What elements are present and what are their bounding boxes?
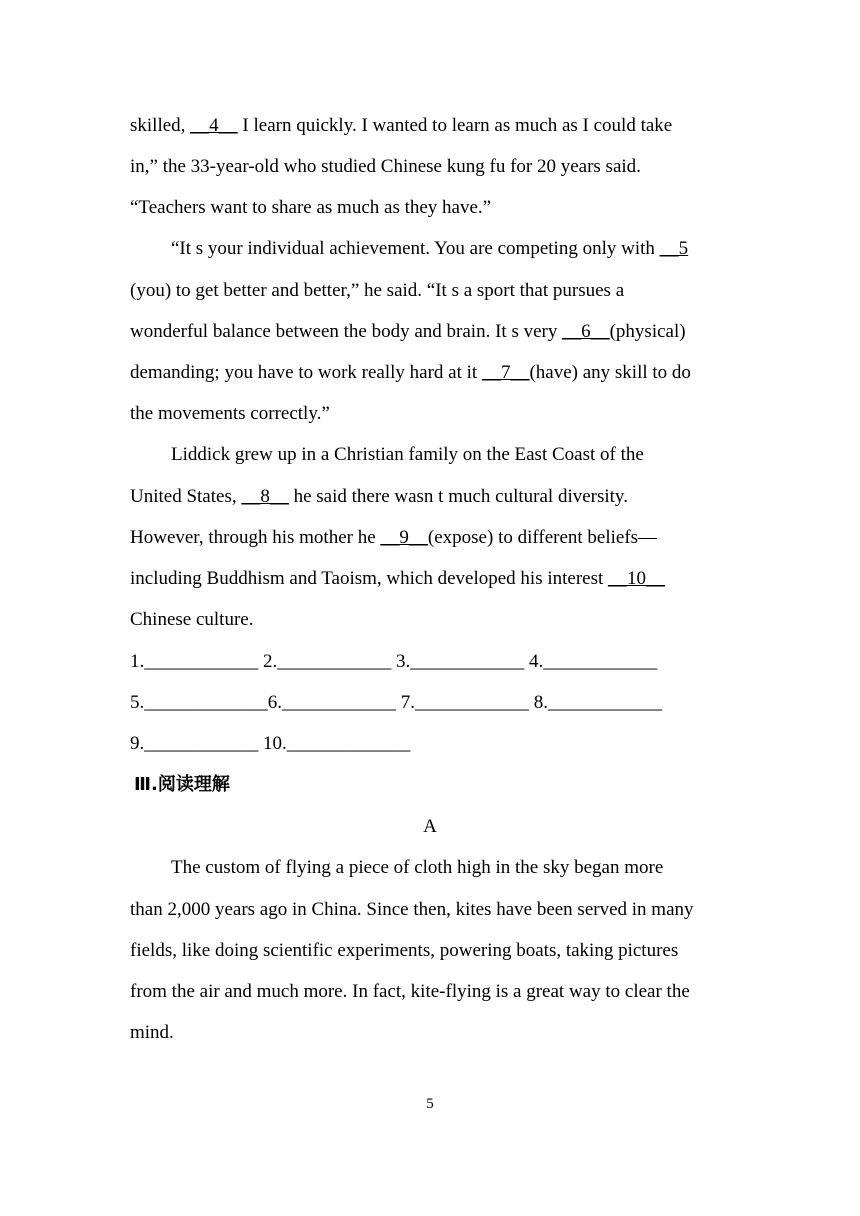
blank-4: __4__ [190, 115, 238, 136]
blank-5: __5 [659, 238, 689, 259]
text: The custom of flying a piece of cloth high in the sky began more [171, 857, 664, 878]
text: “Teachers want to share as much as they have.” [130, 197, 492, 218]
blank-8: __8__ [241, 486, 289, 507]
text: (physical) [609, 321, 686, 342]
answer-blank-8: 8.____________ [533, 692, 662, 713]
text: wonderful balance between the body and brain. It s very [130, 321, 563, 342]
passage-line-13 [130, 608, 740, 632]
text: skilled, [130, 115, 191, 136]
text: “It s your individual achievement. You are competing only with [171, 238, 660, 259]
answer-row-1 [130, 650, 740, 674]
answer-blank-6: 6.____________ [267, 692, 396, 713]
blank-6: __6__ [562, 321, 610, 342]
passage-line-9 [171, 443, 781, 467]
answer-blank-9: 9.____________ [130, 733, 259, 754]
text: the movements correctly.” [130, 403, 330, 424]
section-title [134, 773, 744, 797]
reading-line-2 [130, 898, 740, 922]
blank-9: __9__ [380, 527, 428, 548]
text: he said there wasn t much cultural diversity. [288, 486, 628, 507]
text: including Buddhism and Taoism, which developed his interest [130, 568, 609, 589]
text: United States, [130, 486, 242, 507]
answer-blank-1: 1.____________ [130, 651, 259, 672]
answer-row-2 [130, 691, 740, 715]
blank-10: __10__ [608, 568, 666, 589]
answer-blank-3: 3.____________ [396, 651, 525, 672]
passage-line-11 [130, 526, 740, 550]
passage-line-5 [130, 279, 740, 303]
text: mind. [130, 1022, 174, 1043]
passage-line-10 [130, 485, 740, 509]
reading-line-3 [130, 939, 740, 963]
passage-line-12 [130, 567, 740, 591]
section-heading: Ⅲ.阅读理解 [134, 774, 230, 795]
reading-line-1 [171, 856, 781, 880]
answer-blank-4: 4.____________ [529, 651, 658, 672]
passage-line-8 [130, 402, 740, 426]
text: (you) to get better and better,” he said. “It s a sport that pursues a [130, 280, 625, 301]
passage-line-1 [130, 114, 740, 138]
text: Chinese culture. [130, 609, 254, 630]
text: I learn quickly. I wanted to learn as much as I could take [237, 115, 673, 136]
answer-blank-7: 7.____________ [400, 692, 529, 713]
text: (have) any skill to do [529, 362, 691, 383]
answer-blank-10: 10._____________ [263, 733, 411, 754]
reading-line-4 [130, 980, 740, 1004]
text: Liddick grew up in a Christian family on the East Coast of the [171, 444, 644, 465]
page-number: 5 [426, 1096, 434, 1112]
text: (expose) to different beliefs— [427, 527, 658, 548]
text: from the air and much more. In fact, kite-flying is a great way to clear the [130, 981, 690, 1002]
passage-line-4 [171, 237, 781, 261]
text: demanding; you have to work really hard at it [130, 362, 482, 383]
reading-line-5 [130, 1021, 740, 1045]
answer-blank-2: 2.____________ [263, 651, 392, 672]
passage-line-3 [130, 196, 740, 220]
passage-line-6 [130, 320, 740, 344]
text: than 2,000 years ago in China. Since then, kites have been served in many [130, 899, 694, 920]
text: However, through his mother he [130, 527, 381, 548]
section-letter [0, 815, 860, 839]
text: fields, like doing scientific experiments, powering boats, taking pictures [130, 940, 679, 961]
passage-line-7 [130, 361, 740, 385]
answer-blank-5: 5._____________ [130, 692, 268, 713]
passage-line-2 [130, 155, 740, 179]
blank-7: __7__ [481, 362, 530, 383]
answer-row-3 [130, 732, 740, 756]
passage-letter: A [423, 816, 437, 837]
text: in,” the 33-year-old who studied Chinese kung fu for 20 years said. [130, 156, 641, 177]
